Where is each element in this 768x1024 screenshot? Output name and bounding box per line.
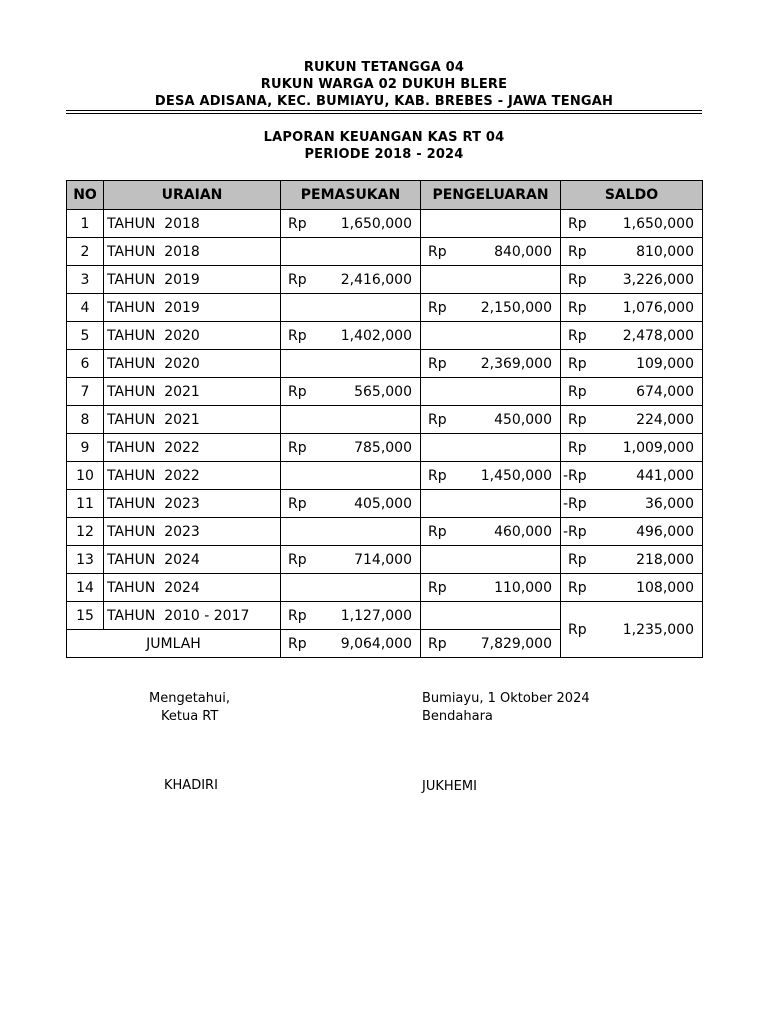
row-uraian: TAHUN 2010 - 2017 [104,602,281,630]
sig-right-line1: Bumiayu, 1 Oktober 2024 [422,691,590,706]
amount-value: 496,000 [636,523,694,540]
total-label: JUMLAH [67,630,281,658]
currency-label: -Rp [563,467,587,484]
row-no: 6 [67,350,104,378]
currency-label: -Rp [563,523,587,540]
header-rule-bottom [66,113,702,114]
table-row [67,406,703,434]
row-pemasukan [281,574,421,602]
row-no: 1 [67,210,104,238]
currency-label: -Rp [563,495,587,512]
row-pengeluaran [421,602,561,630]
amount-value: 441,000 [636,467,694,484]
row-no: 10 [67,462,104,490]
sig-right-line2: Bendahara [422,709,493,724]
row-saldo [561,462,703,490]
amount-value: 810,000 [636,243,694,260]
currency-label: Rp [428,467,447,484]
report-period: PERIODE 2018 - 2024 [304,147,464,162]
col-pengeluaran-header: PENGELUARAN [421,181,561,210]
currency-label: Rp [568,271,587,288]
currency-label: Rp [428,411,447,428]
row-pengeluaran [421,406,561,434]
row-uraian: TAHUN 2023 [104,490,281,518]
row-saldo [561,378,703,406]
row-saldo [561,322,703,350]
currency-label: Rp [568,243,587,260]
row-saldo [561,266,703,294]
row-uraian: TAHUN 2022 [104,434,281,462]
row-pengeluaran [421,462,561,490]
row-uraian: TAHUN 2019 [104,266,281,294]
row-pemasukan [281,238,421,266]
row-pengeluaran [421,238,561,266]
table-row [67,294,703,322]
row-no: 3 [67,266,104,294]
row-pengeluaran [421,378,561,406]
row-no: 9 [67,434,104,462]
row-saldo [561,350,703,378]
currency-label: Rp [568,551,587,568]
row-no: 2 [67,238,104,266]
row-uraian: TAHUN 2024 [104,574,281,602]
row-pengeluaran [421,210,561,238]
currency-label: Rp [568,215,587,232]
row-no: 11 [67,490,104,518]
table-row [67,462,703,490]
amount-value: 2,369,000 [480,355,552,372]
amount-value: 840,000 [494,243,552,260]
currency-label: Rp [568,411,587,428]
table-row [67,210,703,238]
table-row [67,266,703,294]
sig-right-name: JUKHEMI [422,779,477,794]
row-saldo [561,238,703,266]
row-pemasukan [281,266,421,294]
currency-label: Rp [568,355,587,372]
sig-left-line2: Ketua RT [161,709,219,724]
col-saldo-header: SALDO [561,181,703,210]
amount-value: 450,000 [494,411,552,428]
org-name: RUKUN TETANGGA 04 [303,60,465,75]
row-pemasukan [281,462,421,490]
row-pengeluaran [421,546,561,574]
sig-left-line1: Mengetahui, [149,691,230,706]
row-pemasukan [281,490,421,518]
row-uraian: TAHUN 2018 [104,210,281,238]
org-address: DESA ADISANA, KEC. BUMIAYU, KAB. BREBES - JAWA TENGAH [154,94,614,109]
row-pengeluaran [421,574,561,602]
row-pemasukan [281,602,421,630]
row-pengeluaran [421,518,561,546]
amount-value: 1,650,000 [340,215,412,232]
amount-value: 565,000 [354,383,412,400]
row-no: 14 [67,574,104,602]
amount-value: 1,450,000 [480,467,552,484]
amount-value: 224,000 [636,411,694,428]
row-pemasukan [281,406,421,434]
currency-label: Rp [288,271,307,288]
row-no: 12 [67,518,104,546]
row-pengeluaran [421,490,561,518]
row-no: 5 [67,322,104,350]
row-uraian: TAHUN 2023 [104,518,281,546]
row-saldo [561,294,703,322]
currency-label: Rp [568,383,587,400]
currency-label: Rp [428,355,447,372]
amount-value: 460,000 [494,523,552,540]
amount-value: 2,478,000 [622,327,694,344]
total-pemasukan [281,630,421,658]
table-row [67,378,703,406]
row-no: 8 [67,406,104,434]
amount-value: 1,009,000 [622,439,694,456]
amount-value: 2,150,000 [480,299,552,316]
currency-label: Rp [288,327,307,344]
amount-value: 3,226,000 [622,271,694,288]
amount-value: 1,235,000 [622,621,694,638]
amount-value: 36,000 [645,495,694,512]
currency-label: Rp [568,299,587,316]
col-uraian-header: URAIAN [104,181,281,210]
report-title: LAPORAN KEUANGAN KAS RT 04 [263,130,505,145]
row-saldo [561,210,703,238]
table-row [67,490,703,518]
row-saldo [561,434,703,462]
currency-label: Rp [568,439,587,456]
currency-label: Rp [428,299,447,316]
currency-label: Rp [288,495,307,512]
row-uraian: TAHUN 2022 [104,462,281,490]
row-pemasukan [281,378,421,406]
amount-value: 1,076,000 [622,299,694,316]
row-no: 7 [67,378,104,406]
amount-value: 108,000 [636,579,694,596]
header-rule-top [66,110,702,111]
row-uraian: TAHUN 2024 [104,546,281,574]
currency-label: Rp [288,383,307,400]
amount-value: 2,416,000 [340,271,412,288]
org-rw: RUKUN WARGA 02 DUKUH BLERE [260,77,508,92]
row-saldo [561,546,703,574]
row-pemasukan [281,210,421,238]
row-no: 15 [67,602,104,630]
row-uraian: TAHUN 2021 [104,406,281,434]
currency-label: Rp [568,579,587,596]
row-pengeluaran [421,434,561,462]
col-pemasukan-header: PEMASUKAN [281,181,421,210]
table-body [67,210,703,658]
row-pengeluaran [421,322,561,350]
table-row [67,574,703,602]
currency-label: Rp [428,635,447,652]
currency-label: Rp [428,243,447,260]
amount-value: 7,829,000 [480,635,552,652]
row-uraian: TAHUN 2021 [104,378,281,406]
currency-label: Rp [568,327,587,344]
row-saldo [561,490,703,518]
row-pengeluaran [421,350,561,378]
amount-value: 714,000 [354,551,412,568]
row-pemasukan [281,518,421,546]
row-uraian: TAHUN 2019 [104,294,281,322]
table-row [67,322,703,350]
currency-label: Rp [428,523,447,540]
row-no: 13 [67,546,104,574]
sig-left-name: KHADIRI [164,778,218,793]
amount-value: 1,650,000 [622,215,694,232]
finance-table [66,180,703,658]
amount-value: 785,000 [354,439,412,456]
amount-value: 109,000 [636,355,694,372]
table-row [67,434,703,462]
row-saldo [561,406,703,434]
total-saldo [561,602,703,658]
row-pemasukan [281,350,421,378]
row-pemasukan [281,322,421,350]
row-saldo [561,574,703,602]
table-row [67,350,703,378]
row-pemasukan [281,434,421,462]
row-uraian: TAHUN 2018 [104,238,281,266]
currency-label: Rp [288,215,307,232]
amount-value: 9,064,000 [340,635,412,652]
amount-value: 218,000 [636,551,694,568]
row-pemasukan [281,294,421,322]
table-row [67,238,703,266]
currency-label: Rp [288,607,307,624]
total-pengeluaran [421,630,561,658]
table-row-15 [67,602,703,630]
row-no: 4 [67,294,104,322]
amount-value: 674,000 [636,383,694,400]
row-uraian: TAHUN 2020 [104,322,281,350]
amount-value: 1,127,000 [340,607,412,624]
currency-label: Rp [288,635,307,652]
table-header-row [67,181,703,210]
row-pemasukan [281,546,421,574]
amount-value: 110,000 [494,579,552,596]
currency-label: Rp [288,551,307,568]
row-pengeluaran [421,266,561,294]
col-no-header: NO [67,181,104,210]
table-row [67,518,703,546]
row-saldo [561,518,703,546]
row-pengeluaran [421,294,561,322]
amount-value: 1,402,000 [340,327,412,344]
currency-label: Rp [568,621,587,638]
amount-value: 405,000 [354,495,412,512]
currency-label: Rp [288,439,307,456]
currency-label: Rp [428,579,447,596]
row-uraian: TAHUN 2020 [104,350,281,378]
table-row [67,546,703,574]
